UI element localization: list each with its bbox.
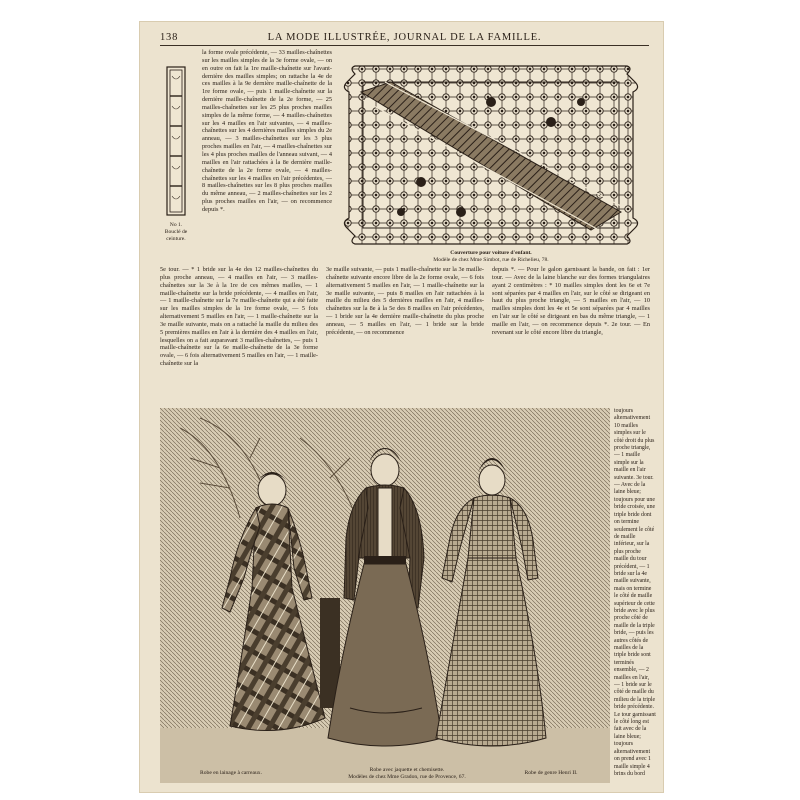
caption-left-dress: Robe en lainage à carreaux. [200,770,262,776]
text-column-top-body: la forme ovale précédente, — 33 mailles-chaînettes sur les mailles simples de la 3e forme ovale, — on en outre on fait la 1re maille-chaînette sur l'avant-dernière des mailles simples; on rattache la 4e de ces mailles à la 9e dernière maille-chaînette de la 1re forme ovale, — puis 1 maille-chaînette sur la dernière maille-chaînette de la 2e forme, — 25 mailles-chaînettes sur les 25 plus proches mailles simples de la même forme, — 4 mailles-chaînettes sur les 4 mailles en l'air suivantes, — 4 mailles-chaînettes sur les 4 dernières mailles simples du 2e anneau, — 3 mailles-chaînettes sur les 3 plus proches mailles en l'air, — 4 mailles-chaînettes sur les 4 plus proches mailles de l'anneau suivant, — 4 mailles en l'air rattachées à la 8e dernière maille-chaînette de la 2e forme ovale, — 4 mailles-chaînettes sur les 4 mailles en l'air précédentes, — 8 mailles-chaînettes sur les 8 plus proches mailles du même anneau, — 2 mailles-chaînettes sur les 2 plus proches mailles en l'air, — on recommence depuis *. [202,49,332,213]
text-column-top [202,49,332,264]
belt-caption-number: No 1. [169,222,183,228]
text-column-right-body: depuis *. — Pour le galon garnissant la bande, on fait : 1er tour. — Avec de la laine blanche sur des formes triangulaires ayant 2 centimètres : * 10 mailles simples dont les 6e et 7e sont séparées par 4 mailles en l'air, sur le côté se dirigeant en haut du plus proche triangle, — 5 mailles en l'air, — 10 mailles simples dont les 4e et 5e sont séparées par 4 mailles en l'air sur le côté se dirigeant en bas du même triangle, — 1 maille en l'air, — on recommence depuis *. 2e tour. — En revenant sur le côté encore libre du triangle, [492,266,650,336]
page-number: 138 [160,32,179,43]
belt-buckle-illustration [166,66,186,216]
text-column-right [492,266,650,404]
three-dresses-illustration [160,408,610,783]
text-column-side-body: toujours alternativement 10 mailles simples sur le côté droit du plus proche triangle, — 1 maille simple sur la maille en l'air suivante. 3e tour. — Avec de la laine bleue; toujours pour une bride croisée, une triple bride dont on termine seulement le côté de maille inférieur, sur la plus proche maille du tour précédent, — 1 bride sur la 4e maille suivante, mais on termine le côté de maille supérieur de cette bride avec le plus proche côté de maille de la triple bride, — puis les autres côtés de mailles de la triple bride sont terminés ensemble, — 2 mailles en l'air, — 1 bride sur le côté de maille du milieu de la triple bride précédente. Le tour garnissant le côté long est fait avec de la laine bleue; toujours alternativement on prend avec 1 maille simple 4 brins du bord [614,408,656,777]
caption-center-dress: Robe avec jaquette et chemisette. [369,767,445,773]
caption-right-dress: Robe de genre Henri II. [524,770,578,776]
journal-title: LA MODE ILLUSTRÉE, JOURNAL DE LA FAMILLE. [267,32,542,43]
journal-page [140,22,663,792]
text-column-middle-body: 3e maille suivante, — puis 1 maille-chaînette sur la 3e maille-chaînette suivante encore libre de la 2e forme ovale, — 6 fois alternativement 5 mailles en l'air, — 1 maille-chaînette sur la 3e maille suivante, — puis 8 mailles en l'air rattachées à la maille du milieu des 5 dernières mailles en l'air, 4 mailles-chaînettes sur la 8e à la 5e des 8 mailles en l'air précédentes, — 1 bride sur la 4e dernière maille-chaînette du plus proche anneau, — 5 mailles en l'air, — 1 bride sur la bride précédente, — on recommence [326,266,484,336]
text-column-side [614,408,656,786]
belt-caption [158,222,194,243]
carriage-cover-illustration [341,62,641,248]
page-header [160,30,649,46]
text-column-left-body: 5e tour. — * 1 bride sur la 4e des 12 mailles-chaînettes du plus proche anneau, — 4 mailles en l'air, — 3 mailles-chaînettes sur la 3e à la 1re de ces mêmes mailles, — 1 maille-chaînette sur la bride précédente, — 4 mailles en l'air, — 1 maille-chaînette sur la 7e maille-chaînette qui a été faite sur les mailles simples de la 1re forme ovale, — 5 fois alternativement 5 mailles en l'air, — 1 maille-chaînette sur la 3e maille suivante, mais on a rattaché la maille du milieu des 5 premières mailles en l'air à la dernière des 4 mailles en l'air, lesquelles on a fait auparavant 3 mailles-chaînettes, — puis 1 maille-chaînette sur la 6e maille-chaînette de la 3e forme ovale, — 6 fois alternativement 5 mailles en l'air, — 1 maille-chaînette sur la [160,266,318,368]
caption-center-block [312,767,502,781]
caption-dresses-credit: Modèles de chez Mme Gradon, rue de Provence, 67. [348,774,466,780]
belt-caption-line2: Bouclé de [164,229,188,235]
cover-caption: Couverture pour voiture d'enfant. [450,250,532,256]
belt-caption-line3: ceinture. [166,236,186,242]
text-column-middle [326,266,484,404]
cover-credit: Modèle de chez Mme Simbot, rue de Richelieu, 78. [433,257,549,263]
text-column-left [160,266,318,404]
cover-caption-block [336,250,646,264]
